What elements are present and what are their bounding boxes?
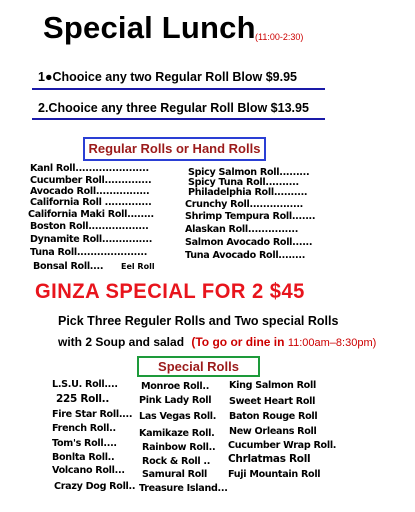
offer-2: 2.Chooice any three Regular Roll Blow $13.95 bbox=[38, 101, 309, 115]
regular-roll-item: Crunchy Roll................ bbox=[185, 199, 304, 210]
special-roll-item: Fuji Mountain Roll bbox=[228, 469, 321, 480]
regular-roll-item: Avocado Roll................ bbox=[30, 186, 150, 197]
regular-roll-item: Boston Roll.................. bbox=[30, 221, 149, 232]
special-roll-item: L.S.U. Roll.... bbox=[52, 379, 118, 390]
regular-roll-item: Alaskan Roll............... bbox=[185, 224, 299, 235]
regular-roll-item: Spicy Tuna Roll.......... bbox=[188, 177, 299, 188]
special-roll-item: Las Vegas Roll. bbox=[139, 411, 217, 422]
offer-1: 1●Chooice any two Regular Roll Blow $9.95 bbox=[38, 70, 297, 84]
special-roll-item: Monroe Roll.. bbox=[141, 381, 210, 392]
offer-1-underline bbox=[32, 88, 325, 90]
special-roll-item: Volcano Roll... bbox=[52, 465, 125, 476]
ginza-soup-salad: with 2 Soup and salad bbox=[58, 335, 185, 349]
regular-roll-item: Shrimp Tempura Roll....... bbox=[185, 211, 316, 222]
ginza-special-line-2 bbox=[58, 335, 376, 349]
special-roll-item: Cucumber Wrap Roll. bbox=[228, 440, 337, 451]
regular-roll-item: Salmon Avocado Roll...... bbox=[185, 237, 313, 248]
special-roll-item: Treasure Island... bbox=[139, 483, 228, 494]
regular-roll-item: Dynamite Roll............... bbox=[30, 234, 153, 245]
regular-roll-item: Kanl Roll...................... bbox=[30, 163, 149, 174]
special-roll-item: Chrlatmas Roll bbox=[228, 453, 311, 465]
regular-roll-item: Tuna Avocado Roll........ bbox=[185, 250, 306, 261]
special-roll-item: Pink Lady Roll bbox=[139, 395, 212, 406]
special-roll-item: Kamikaze Roll. bbox=[139, 428, 215, 439]
special-roll-item: Tom's Roll.... bbox=[52, 438, 117, 449]
special-roll-item: Bonlta Roll.. bbox=[52, 452, 115, 463]
lunch-hours: (11:00-2:30) bbox=[255, 32, 304, 42]
ginza-special-headline: GINZA SPECIAL FOR 2 $45 bbox=[35, 280, 305, 303]
offer-2-underline bbox=[32, 118, 325, 120]
special-roll-item: Samural Roll bbox=[142, 469, 207, 480]
ginza-special-line-1: Pick Three Reguler Rolls and Two special Rolls bbox=[58, 314, 339, 328]
special-roll-item: Sweet Heart Roll bbox=[229, 396, 316, 407]
regular-roll-item: Philadelphia Roll.......... bbox=[188, 187, 308, 198]
special-roll-item: New Orleans Roll bbox=[229, 426, 317, 437]
special-roll-item: Baton Rouge Roll bbox=[229, 411, 318, 422]
regular-roll-item: Tuna Roll..................... bbox=[30, 247, 148, 258]
regular-roll-item: California Roll .............. bbox=[30, 197, 152, 208]
special-roll-item: 225 Roll.. bbox=[56, 393, 110, 405]
page-title: Special Lunch bbox=[43, 10, 256, 45]
special-roll-item: Crazy Dog Roll.. bbox=[54, 481, 136, 492]
ginza-to-go-note: (To go or dine in bbox=[191, 335, 285, 349]
special-roll-item: Rainbow Roll.. bbox=[142, 442, 216, 453]
special-rolls-heading: Special Rolls bbox=[137, 356, 260, 377]
special-roll-item: Fire Star Roll.... bbox=[52, 409, 133, 420]
regular-roll-item: California Maki Roll........ bbox=[28, 209, 154, 220]
eel-roll: Eel Roll bbox=[121, 262, 155, 271]
regular-roll-item: Cucumber Roll.............. bbox=[30, 175, 152, 186]
ginza-hours: 11:00am–8:30pm) bbox=[287, 337, 377, 349]
regular-roll-item: Spicy Salmon Roll......... bbox=[188, 167, 310, 178]
special-roll-item: King Salmon Roll bbox=[229, 380, 316, 391]
special-roll-item: Rock & Roll .. bbox=[142, 456, 211, 467]
regular-roll-item: Bonsal Roll.... bbox=[33, 261, 104, 272]
regular-rolls-heading: Regular Rolls or Hand Rolls bbox=[83, 137, 266, 161]
special-roll-item: French Roll.. bbox=[52, 423, 116, 434]
